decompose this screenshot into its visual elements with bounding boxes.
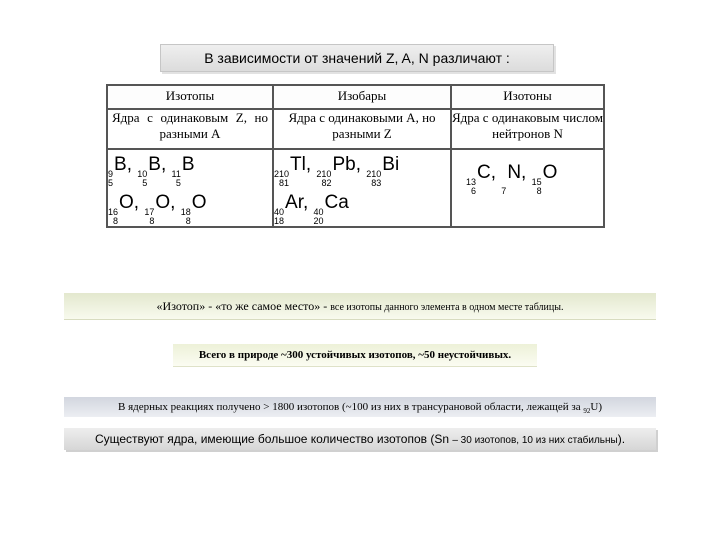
element-symbol: Tl, — [290, 154, 312, 175]
element-symbol: B, — [114, 154, 132, 175]
atomic-number: 8 — [149, 216, 155, 226]
nuclear-reactions-band — [64, 397, 656, 417]
atomic-number: 5 — [142, 178, 148, 188]
element-symbol: O, — [155, 192, 176, 213]
atomic-number: 18 — [274, 216, 285, 226]
element-symbol: B, — [148, 154, 167, 175]
band-subscript: 92 — [583, 407, 591, 416]
column-header: Изотопы — [107, 85, 273, 109]
element-symbol: N, — [507, 162, 527, 183]
nuclide-numbers — [316, 170, 331, 188]
mass-number: 40 — [274, 207, 285, 217]
nuclide-numbers — [532, 178, 542, 196]
mass-number: 210 — [316, 169, 332, 179]
mass-number: 210 — [366, 169, 382, 179]
nuclide-numbers — [108, 208, 118, 226]
mass-number: 13 — [466, 177, 477, 187]
band-text-end: U) — [590, 401, 602, 413]
many-isotopes-band — [64, 428, 656, 450]
mass-number: 11 — [171, 169, 181, 179]
mass-number: 10 — [137, 169, 148, 179]
nuclide-line — [466, 160, 603, 196]
atomic-number: 5 — [175, 178, 181, 188]
nuclide-cell — [451, 149, 604, 227]
atomic-number: 20 — [313, 216, 324, 226]
column-header: Изотоны — [451, 85, 604, 109]
mass-number: 18 — [180, 207, 191, 217]
nuclide-numbers — [466, 178, 476, 196]
atomic-number: 6 — [471, 186, 477, 196]
nuclide-numbers — [274, 208, 284, 226]
element-symbol: O, — [119, 192, 140, 213]
nuclide-numbers — [314, 208, 324, 226]
column-description: Ядра с одинаковыми A, но разными Z — [273, 109, 451, 149]
nuclide-numbers — [144, 208, 154, 226]
element-symbol: C, — [477, 162, 497, 183]
element-symbol: O — [191, 192, 207, 213]
atomic-number: 8 — [113, 216, 119, 226]
atomic-number: 81 — [279, 178, 290, 188]
nuclide-cell — [107, 149, 273, 227]
natural-isotopes-band: Всего в природе ~300 устойчивых изотопов, ~50 неустойчивых. — [173, 344, 537, 367]
nuclide-line — [274, 190, 450, 226]
nuclide-numbers — [274, 170, 289, 188]
mass-number: 9 — [108, 169, 114, 179]
mass-number: 40 — [313, 207, 324, 217]
nuclei-classification-table — [106, 84, 605, 228]
band-text: Существуют ядра, имеющие большое количество изотопов (Sn — [94, 432, 453, 446]
element-symbol: Pb, — [332, 154, 361, 175]
band-text-small: все изотопы данного элемента в одном месте таблицы. — [330, 302, 564, 313]
atomic-number: 82 — [321, 178, 332, 188]
band-text-small: – 30 изотопов, 10 из них стабильны — [452, 435, 618, 446]
element-symbol: B — [181, 154, 195, 175]
column-description: Ядра с одинаковым числом нейтронов N — [451, 109, 604, 149]
mass-number: 16 — [108, 207, 119, 217]
page-title: В зависимости от значений Z, A, N различают : — [160, 44, 554, 72]
band-text: В ядерных реакциях получено > 1800 изотопов (~100 из них в трансурановой области, лежащей за — [118, 401, 584, 413]
nuclide-numbers — [501, 178, 506, 196]
element-symbol: Ar, — [285, 192, 309, 213]
column-header: Изобары — [273, 85, 451, 109]
atomic-number: 7 — [501, 186, 507, 196]
nuclide-line — [274, 152, 450, 188]
atomic-number: 8 — [536, 186, 542, 196]
column-description: Ядра с одинаковым Z, но разными A — [107, 109, 273, 149]
mass-number: 15 — [531, 177, 542, 187]
nuclide-numbers — [108, 170, 113, 188]
nuclide-numbers — [172, 170, 181, 188]
atomic-number: 83 — [371, 178, 382, 188]
mass-number: 210 — [274, 169, 290, 179]
nuclide-line — [108, 190, 272, 226]
nuclide-line — [108, 152, 272, 188]
mass-number: 17 — [144, 207, 155, 217]
element-symbol: Ca — [324, 192, 349, 213]
nuclide-numbers — [181, 208, 191, 226]
element-symbol: O — [542, 162, 558, 183]
band-text-end: ). — [617, 432, 626, 446]
nuclide-cell — [273, 149, 451, 227]
nuclide-numbers — [137, 170, 147, 188]
nuclide-numbers — [366, 170, 381, 188]
band-text: «Изотоп» - «то же самое место» - — [156, 299, 331, 313]
atomic-number: 5 — [108, 178, 114, 188]
element-symbol: Bi — [382, 154, 400, 175]
atomic-number: 8 — [185, 216, 191, 226]
isotope-etymology-band — [64, 293, 656, 320]
